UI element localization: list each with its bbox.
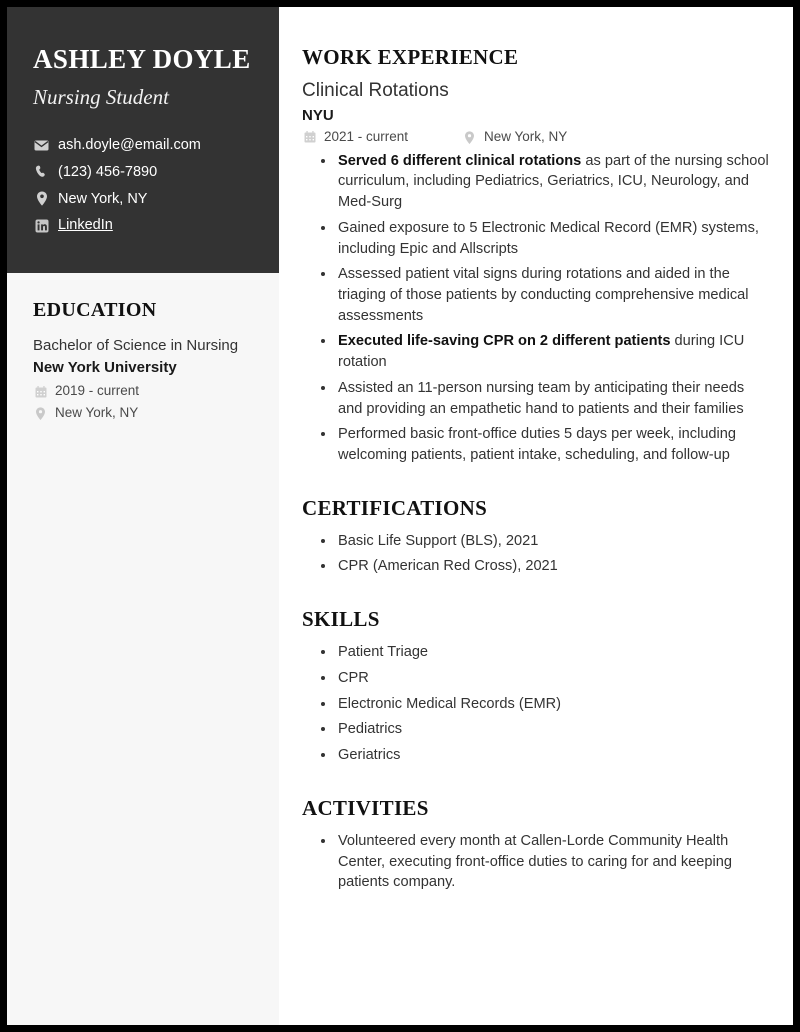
contact-phone-text: (123) 456-7890: [58, 163, 158, 180]
contact-linkedin[interactable]: [33, 216, 253, 235]
bullet-text: Gained exposure to 5 Electronic Medical Record (EMR) systems, including Epic and Allscripts: [338, 219, 759, 257]
job-location: [462, 128, 567, 147]
list-item: [336, 218, 771, 259]
candidate-name: ASHLEY DOYLE: [33, 44, 251, 74]
resume-page: [7, 7, 793, 1025]
bullet-bold: Served 6 different clinical rotations: [338, 152, 582, 169]
bullet-text: during ICU rotation: [338, 333, 745, 371]
calendar-icon: [33, 386, 48, 398]
bullet-text: Assessed patient vital signs during rotations and aided in the triaging of those patients by conducting comprehensive medical assessments: [338, 266, 749, 324]
list-item: • Geriatrics: [336, 745, 771, 766]
certifications-heading: CERTIFICATIONS: [302, 495, 488, 520]
certifications-list: [302, 531, 771, 577]
skills-list: [302, 642, 771, 766]
education-degree: Bachelor of Science in Nursing: [33, 337, 239, 355]
work-experience-heading: WORK EXPERIENCE: [302, 45, 519, 69]
bullet-text: Assisted an 11-person nursing team by anticipating their needs and providing an empathetic hand to patients and their families: [338, 379, 745, 417]
sidebar: [7, 7, 279, 1025]
location-pin-icon: [33, 407, 48, 420]
list-item: [336, 378, 771, 419]
list-item: [336, 424, 771, 465]
job-title: Clinical Rotations: [302, 80, 449, 101]
education-school: New York University: [33, 359, 177, 377]
job-dates-text: 2021 - current: [324, 128, 409, 144]
list-item: [336, 264, 771, 326]
phone-icon: [33, 165, 50, 179]
location-pin-icon: [33, 191, 50, 206]
list-item: • Basic Life Support (BLS), 2021: [336, 531, 771, 552]
education-heading: EDUCATION: [33, 299, 157, 322]
education-section: [33, 299, 253, 423]
job-location-text: New York, NY: [484, 128, 568, 144]
contact-location: [33, 190, 253, 209]
sidebar-header: [7, 7, 279, 273]
contact-list: [33, 136, 253, 235]
employer-name: NYU: [302, 106, 334, 124]
work-bullet-list: [302, 151, 771, 466]
linkedin-icon: [33, 219, 50, 233]
calendar-icon: [302, 131, 317, 143]
bullet-bold: Executed life-saving CPR on 2 different patients: [338, 333, 671, 350]
location-pin-icon: [462, 131, 477, 144]
education-dates: [33, 382, 253, 401]
job-meta: [302, 128, 771, 147]
work-experience-section: [302, 45, 771, 466]
activities-heading: ACTIVITIES: [302, 795, 429, 820]
main-content: [279, 7, 793, 1025]
candidate-job-title: Nursing Student: [33, 84, 169, 109]
bullet-text: Performed basic front-office duties 5 days per week, including welcoming patients, patient intake, scheduling, and follow-up: [338, 426, 737, 464]
education-dates-text: 2019 - current: [55, 383, 140, 399]
list-item: • Volunteered every month at Callen-Lorde Community Health Center, executing front-office duties to caring for and keeping patients company.: [336, 831, 771, 893]
skills-heading: SKILLS: [302, 607, 380, 632]
activities-section: [302, 796, 771, 893]
activities-list: [302, 831, 771, 893]
list-item: [336, 331, 771, 372]
education-location-text: New York, NY: [55, 405, 139, 421]
contact-email-text: ash.doyle@email.com: [58, 136, 201, 153]
contact-linkedin-link[interactable]: LinkedIn: [58, 217, 113, 234]
contact-location-text: New York, NY: [58, 190, 148, 207]
list-item: [336, 151, 771, 213]
contact-phone: [33, 163, 253, 182]
skills-section: [302, 607, 771, 766]
sidebar-body: [7, 273, 279, 446]
certifications-section: [302, 496, 771, 577]
education-location: [33, 404, 253, 423]
list-item: • CPR (American Red Cross), 2021: [336, 556, 771, 577]
email-icon: [33, 140, 50, 151]
list-item: • Electronic Medical Records (EMR): [336, 694, 771, 715]
list-item: • Pediatrics: [336, 719, 771, 740]
job-dates: [302, 128, 462, 147]
list-item: • Patient Triage: [336, 642, 771, 663]
list-item: • CPR: [336, 668, 771, 689]
bullet-text: as part of the nursing school curriculum, including Pediatrics, Geriatrics, ICU, Neurology, and Med-Surg: [338, 152, 769, 211]
contact-email: [33, 136, 253, 155]
